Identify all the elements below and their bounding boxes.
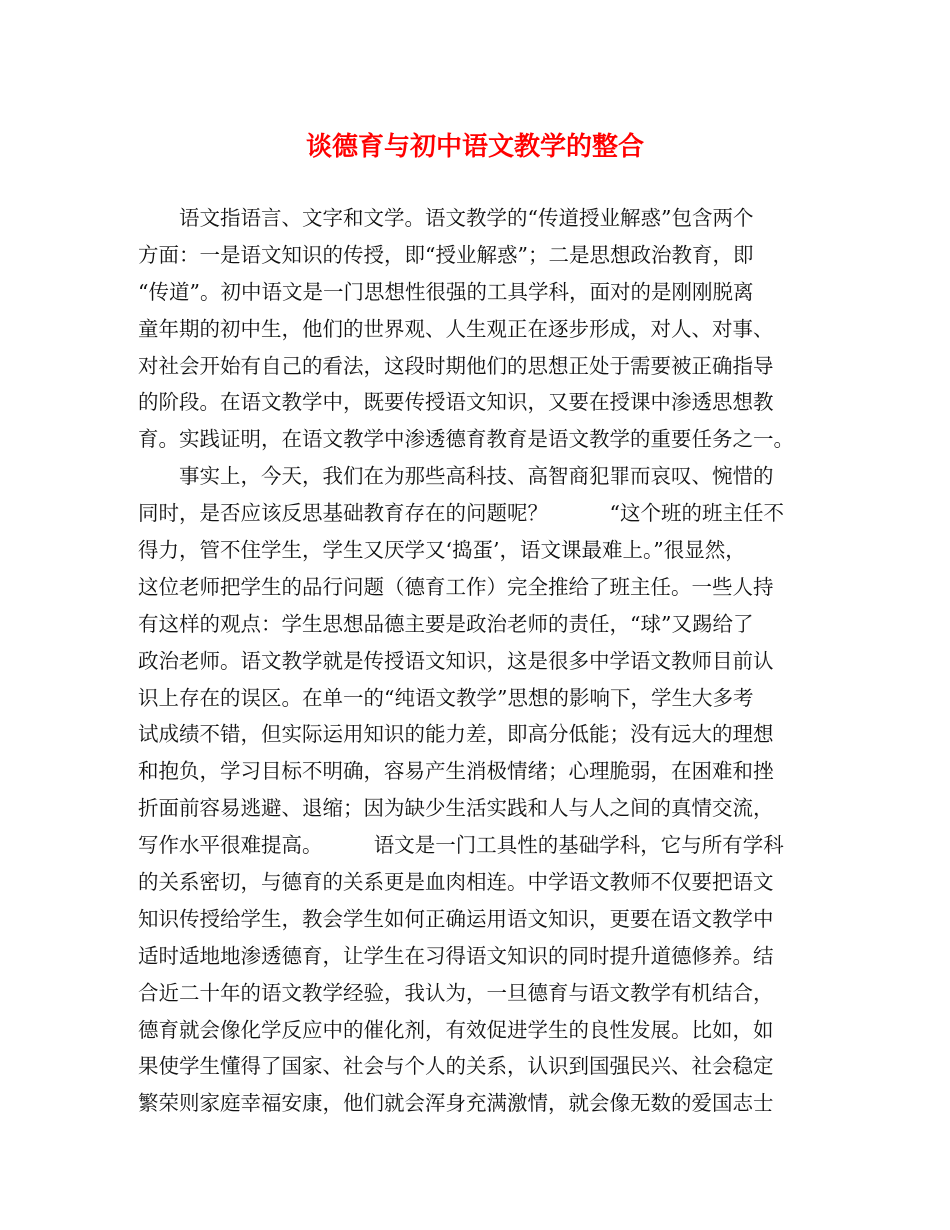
body-line: 政治老师。语文教学就是传授语文知识，这是很多中学语文教师目前认 <box>138 648 774 673</box>
body-line: 童年期的初中生，他们的世界观、人生观正在逐步形成，对人、对事、 <box>138 316 774 341</box>
body-line: 果使学生懂得了国家、社会与个人的关系，认识到国强民兴、社会稳定 <box>138 1054 774 1079</box>
body-line: 这位老师把学生的品行问题（德育工作）完全推给了班主任。一些人持 <box>138 574 774 599</box>
body-line: 方面：一是语文知识的传授，即“授业解惑”；二是思想政治教育，即 <box>138 242 754 267</box>
body-line: 的关系密切，与德育的关系更是血肉相连。中学语文教师不仅要把语文 <box>138 870 774 895</box>
document-body <box>138 200 828 1122</box>
body-line: 育。实践证明，在语文教学中渗透德育教育是语文教学的重要任务之一。 <box>138 427 794 452</box>
document-title: 谈德育与初中语文教学的整合 <box>305 132 644 162</box>
body-line: 繁荣则家庭幸福安康，他们就会浑身充满激情，就会像无数的爱国志士 <box>138 1091 774 1116</box>
body-line: 同时，是否应该反思基础教育存在的问题呢？ “这个班的班主任不 <box>138 501 784 526</box>
body-line: 知识传授给学生，教会学生如何正确运用语文知识，更要在语文教学中 <box>138 906 774 931</box>
body-line: 适时适地地渗透德育，让学生在习得语文知识的同时提升道德修养。结 <box>138 943 774 968</box>
body-line: 写作水平很难提高。 语文是一门工具性的基础学科，它与所有学科 <box>138 833 784 858</box>
body-line: 德育就会像化学反应中的催化剂，有效促进学生的良性发展。比如，如 <box>138 1017 774 1042</box>
body-line: 有这样的观点：学生思想品德主要是政治老师的责任，“球”又踢给了 <box>138 611 754 636</box>
body-line: 语文指语言、文字和文学。语文教学的“传道授业解惑”包含两个 <box>138 206 754 230</box>
body-line: 折面前容易逃避、退缩；因为缺少生活实践和人与人之间的真情交流， <box>138 796 774 821</box>
body-line: 得力，管不住学生，学生又厌学又‘捣蛋’，语文课最难上。”很显然， <box>138 538 746 563</box>
body-line: 和抱负，学习目标不明确，容易产生消极情绪；心理脆弱，在困难和挫 <box>138 759 774 784</box>
body-line: “传道”。初中语文是一门思想性很强的工具学科，面对的是刚刚脱离 <box>138 279 754 304</box>
body-line: 识上存在的误区。在单一的“纯语文教学”思想的影响下，学生大多考 <box>138 685 754 710</box>
body-line: 试成绩不错，但实际运用知识的能力差，即高分低能；没有远大的理想 <box>138 722 774 747</box>
body-line: 的阶段。在语文教学中，既要传授语文知识，又要在授课中渗透思想教 <box>138 390 774 415</box>
body-line: 事实上，今天，我们在为那些高科技、高智商犯罪而哀叹、惋惜的 <box>138 464 774 489</box>
body-line: 合近二十年的语文教学经验，我认为，一旦德育与语文教学有机结合， <box>138 980 774 1005</box>
body-line: 对社会开始有自己的看法，这段时期他们的思想正处于需要被正确指导 <box>138 353 774 378</box>
